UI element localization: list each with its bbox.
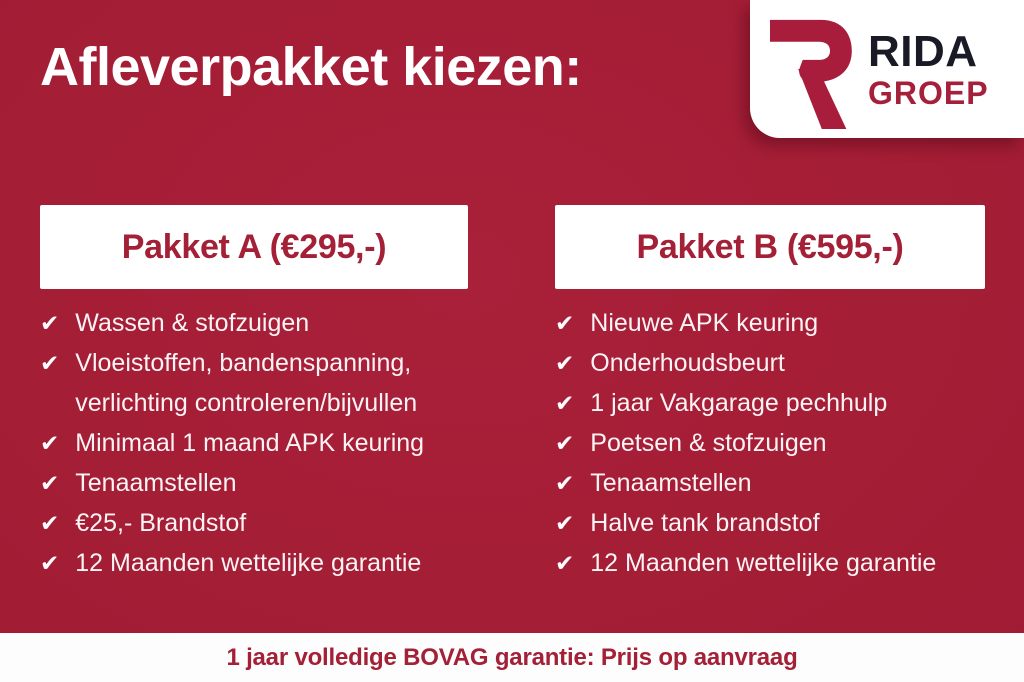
- item-label: Poetsen & stofzuigen: [590, 429, 827, 457]
- check-icon: ✔: [555, 550, 575, 576]
- item-label: Vloeistoffen, bandenspanning, verlichting controleren/bijvullen: [75, 349, 418, 417]
- check-icon: ✔: [555, 510, 575, 536]
- logo-subtitle-text: GROEP: [868, 74, 989, 111]
- check-icon: ✔: [40, 430, 60, 456]
- item-label: Wassen & stofzuigen: [75, 309, 310, 337]
- logo-brand-text: RIDA: [868, 26, 978, 76]
- package-b-column: [555, 205, 985, 583]
- item-label: 12 Maanden wettelijke garantie: [590, 549, 937, 577]
- page-title: Afleverpakket kiezen:: [40, 37, 582, 97]
- list-item: [555, 423, 985, 463]
- item-label: €25,- Brandstof: [75, 509, 247, 537]
- item-label: 12 Maanden wettelijke garantie: [75, 549, 422, 577]
- check-icon: ✔: [40, 310, 60, 336]
- list-item: [40, 543, 468, 583]
- item-label: Halve tank brandstof: [590, 509, 820, 537]
- check-icon: ✔: [40, 470, 60, 496]
- logo-wordmark: [868, 26, 989, 111]
- package-a-feature-list: [40, 303, 468, 583]
- check-icon: ✔: [555, 390, 575, 416]
- item-label: 1 jaar Vakgarage pechhulp: [590, 389, 888, 417]
- check-icon: ✔: [40, 550, 60, 576]
- list-item: [40, 503, 468, 543]
- logo-card: [750, 0, 1024, 138]
- package-b-title: Pakket B (€595,-): [636, 227, 904, 266]
- check-icon: ✔: [40, 350, 60, 376]
- package-a-header: [40, 205, 468, 289]
- item-label: Tenaamstellen: [75, 469, 237, 497]
- check-icon: ✔: [555, 310, 575, 336]
- list-item: [555, 303, 985, 343]
- check-icon: ✔: [555, 350, 575, 376]
- packages-section: [40, 205, 985, 583]
- footer-bar: [0, 633, 1024, 682]
- package-a-title: Pakket A (€295,-): [121, 227, 387, 266]
- item-label: Minimaal 1 maand APK keuring: [75, 429, 425, 457]
- package-b-feature-list: [555, 303, 985, 583]
- package-a-column: [40, 205, 468, 583]
- list-item: [555, 463, 985, 503]
- list-item: [555, 503, 985, 543]
- footer-text: 1 jaar volledige BOVAG garantie: Prijs op aanvraag: [226, 643, 798, 671]
- item-label: Tenaamstellen: [590, 469, 752, 497]
- list-item: [40, 463, 468, 503]
- list-item: [40, 423, 468, 463]
- list-item: [555, 343, 985, 383]
- package-b-header: [555, 205, 985, 289]
- list-item: [40, 303, 468, 343]
- check-icon: ✔: [555, 470, 575, 496]
- item-label: Onderhoudsbeurt: [590, 349, 785, 377]
- rida-r-icon: [764, 9, 856, 129]
- list-item: [555, 543, 985, 583]
- item-label: Nieuwe APK keuring: [590, 309, 819, 337]
- check-icon: ✔: [555, 430, 575, 456]
- list-item: [555, 383, 985, 423]
- check-icon: ✔: [40, 510, 60, 536]
- list-item: [40, 343, 468, 423]
